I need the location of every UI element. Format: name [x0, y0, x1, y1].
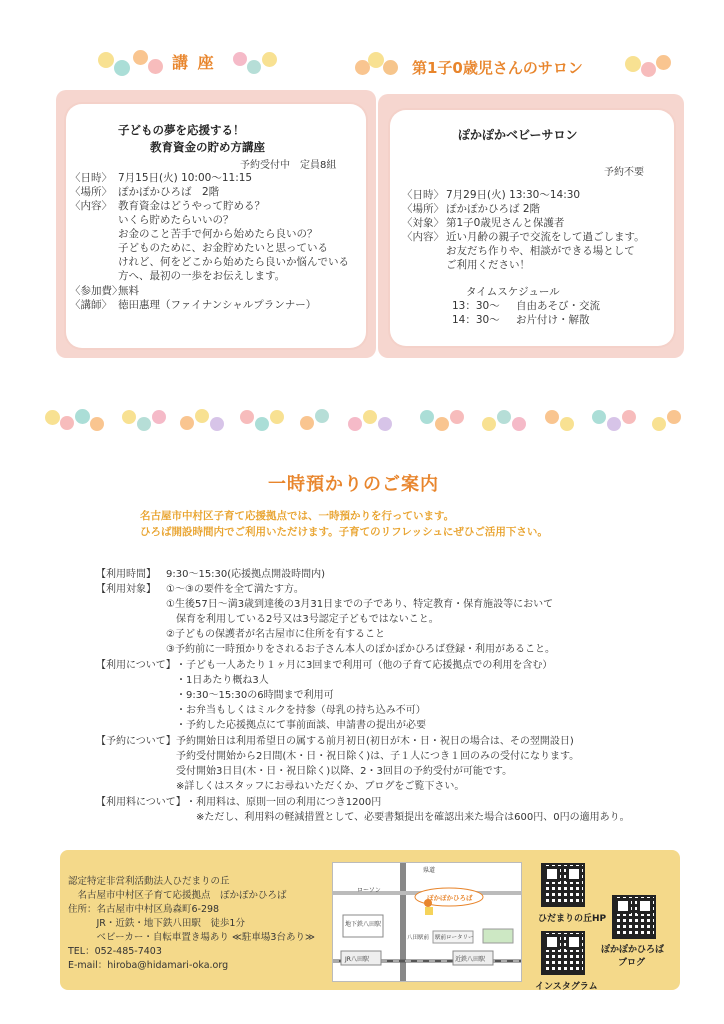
salon-section-heading: 第1子0歳児さんのサロン	[412, 59, 583, 77]
info-line: 【予約について】予約開始日は利用希望日の属する前月初日(初日が木・日・祝日の場合は、その翌開設日)	[96, 736, 574, 747]
info-line: ・9:30～15:30の6時間まで利用可	[176, 690, 334, 701]
lecture-row: 方へ、最初の一歩をお伝えします。	[118, 270, 286, 282]
info-line: 予約受付開始から2日間(木・日・祝日除く)は、子１人につき１回のみの受付になります。	[176, 751, 580, 762]
lecture-title-line2: 教育資金の貯め方講座	[150, 140, 265, 154]
salon-row: 〈対象〉 第1子0歳児さんと保護者	[402, 217, 565, 229]
footer-line: 認定特定非営利活動法人ひだまりの丘	[68, 876, 230, 887]
info-line: ・1日あたり概ね3人	[176, 675, 269, 686]
childcare-heading: 一時預かりのご案内	[268, 474, 439, 495]
lecture-row: 〈場所〉 ぽかぽかひろば 2階	[70, 186, 220, 198]
lecture-row: 子どものために、お金貯めたいと思っている	[118, 242, 328, 254]
salon-status: 予約不要	[604, 167, 644, 178]
footer-line: E-mail：hiroba@hidamari-oka.org	[68, 960, 229, 971]
info-line: 【利用料について】・利用料は、原則一回の利用につき1200円	[96, 797, 382, 808]
info-line: 【利用時間】 9:30～15:30(応援拠点開設時間内)	[96, 569, 326, 580]
map-label-road: 県道	[423, 867, 436, 874]
footer-line: 名古屋市中村区子育て応援拠点 ぽかぽかひろば	[68, 890, 287, 901]
info-line: 受付開始3日目(木・日・祝日除く)以降、2・3回目の予約受付が可能です。	[176, 766, 513, 777]
qr-code-hp[interactable]	[541, 863, 585, 907]
lecture-row: けれど、何をどこから始めたら良いか悩んでいる	[118, 256, 349, 268]
map-label-place: ぽかぽかひろば	[427, 894, 473, 902]
info-line: ・お弁当もしくはミルクを持参（母乳の持ち込み不可）	[176, 705, 426, 716]
lecture-row: 〈日時〉 7月15日(火) 10:00～11:15	[70, 172, 253, 184]
qr-label-instagram: インスタグラム	[535, 982, 598, 992]
lecture-row: 〈参加費〉無料	[70, 285, 139, 297]
lecture-title-line1: 子どもの夢を応援する！	[118, 123, 245, 137]
childcare-intro-line1: 名古屋市中村区子育て応援拠点では、一時預かりを行っています。	[140, 510, 455, 522]
salon-row: 〈内容〉 近い月齢の親子で交流をして過ごします。	[402, 231, 645, 243]
salon-schedule-title: タイムスケジュール	[466, 286, 560, 298]
map-label-hatta-square: 八田駅前	[407, 935, 430, 941]
map-label-subway: 地下鉄八田駅	[345, 921, 382, 928]
map-label-lawson: ローソン	[357, 887, 381, 894]
salon-row: 〈場所〉 ぽかぽかひろば 2階	[402, 203, 541, 215]
footer-line: ベビーカー・自転車置き場あり ≪駐車場3台あり≫	[68, 932, 315, 943]
info-line: ②子どもの保護者が名古屋市に住所を有すること	[166, 629, 385, 640]
map-label-kintetsu: 近鉄八田駅	[455, 956, 486, 963]
childcare-intro-line2: ひろば開設時間内でご利用いただけます。子育てのリフレッシュにぜひご活用下さい。	[140, 526, 548, 538]
qr-label-hp: ひだまりの丘HP	[538, 914, 607, 924]
lecture-status: 予約受付中 定員8組	[240, 160, 337, 171]
lecture-section-heading: 講 座	[172, 53, 216, 72]
qr-label-blog-line2: ブログ	[618, 958, 646, 968]
info-line: 保育を利用している2号又は3号認定子どもではないこと。	[166, 614, 439, 625]
lecture-row: 〈内容〉 教育資金はどうやって貯める？	[70, 200, 265, 212]
salon-title: ぽかぽかベビーサロン	[458, 128, 578, 142]
info-line: ※ただし、利用料の軽減措置として、必要書類提出を確認出来た場合は600円、0円の適用あり。	[186, 812, 630, 823]
info-line: ③予約前に一時預かりをされるお子さん本人のぽかぽかひろば登録・利用があること。	[166, 644, 555, 655]
footer-line: JR・近鉄・地下鉄八田駅 徒歩1分	[68, 918, 245, 929]
qr-label-blog-line1: ぽかぽかひろば	[601, 945, 665, 955]
lecture-row: いくら貯めたらいいの？	[118, 214, 234, 226]
info-line: 【利用について】・子ども一人あたり１ヶ月に3回まで利用可（他の子育て応援拠点での利用を含む）	[96, 660, 553, 671]
qr-code-blog[interactable]	[612, 895, 656, 939]
map-label-rotary: 駅前ロータリー	[435, 935, 474, 941]
info-line: ※詳しくはスタッフにお尋ねいただくか、ブログをご覧下さい。	[176, 781, 465, 792]
info-line: 【利用対象】 ①～③の要件を全て満たす方。	[96, 584, 304, 595]
lecture-row: お金のこと苦手で何から始めたら良いの？	[118, 228, 318, 240]
footer-line: TEL：052-485-7403	[68, 946, 162, 957]
lecture-row: 〈講師〉 徳田惠理（ファイナンシャルプランナー）	[70, 299, 317, 311]
salon-row: お友だち作りや、相談ができる場として	[446, 245, 635, 257]
salon-schedule-row: 14：30～ お片付け・解散	[452, 314, 590, 326]
access-map	[332, 862, 522, 982]
info-line: ・予約した応援拠点にて事前面談、申請書の提出が必要	[176, 720, 426, 731]
info-line: ①生後57日～満3歳到達後の3月31日までの子であり、特定教育・保育施設等において	[166, 599, 554, 610]
salon-row: 〈日時〉 7月29日(火) 13:30～14:30	[402, 189, 581, 201]
qr-code-instagram[interactable]	[541, 931, 585, 975]
footer-line: 住所：名古屋市中村区鳥森町6-298	[68, 904, 220, 915]
salon-schedule-row: 13：30～ 自由あそび・交流	[452, 300, 600, 312]
map-label-jr: JR八田駅	[345, 956, 369, 963]
salon-row: ご利用ください！	[446, 259, 530, 271]
